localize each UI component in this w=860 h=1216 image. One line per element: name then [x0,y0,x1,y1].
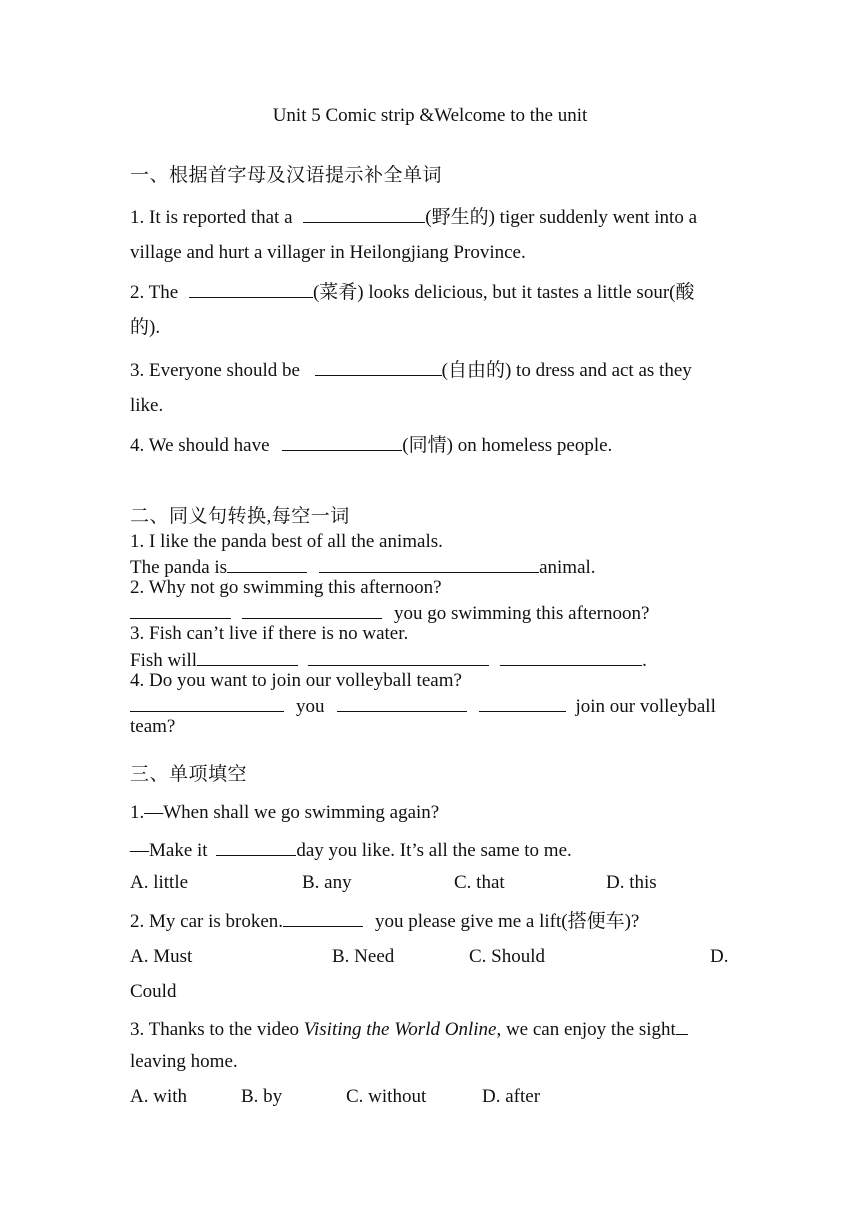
question-line: leaving home. [130,1051,238,1072]
question-line: you join our volleyball [130,693,716,718]
option-d[interactable]: D. this [606,872,657,893]
question-line: 2. The (菜肴) looks delicious, but it tastes a little sour(酸 [130,279,694,304]
question-line: 1.—When shall we go swimming again? [130,802,440,823]
answer-blank[interactable] [676,1016,688,1035]
option-a[interactable]: A. with [130,1086,187,1107]
question-line: 的). [130,317,161,338]
answer-blank[interactable] [303,204,425,223]
option-c[interactable]: C. Should [469,946,546,967]
answer-blank[interactable] [227,554,307,573]
answer-blank[interactable] [216,837,296,856]
question-line: 3. Thanks to the video Visiting the World Online, we can enjoy the sight [130,1016,688,1041]
question-line: you go swimming this afternoon? [130,600,649,625]
question-line: like. [130,395,164,416]
question-line: 4. We should have (同情) on homeless people. [130,432,612,457]
answer-blank[interactable] [130,600,231,619]
question-line: 1. I like the panda best of all the animals. [130,531,443,552]
answer-blank[interactable] [337,693,467,712]
answer-blank[interactable] [242,600,382,619]
option-b[interactable]: B. any [302,872,352,893]
option-d[interactable]: D. [710,946,729,967]
answer-blank[interactable] [189,279,313,298]
answer-blank[interactable] [282,432,402,451]
question-line: 3. Fish can’t live if there is no water. [130,623,409,644]
question-line: The panda is animal. [130,554,596,579]
section-heading: 一、根据首字母及汉语提示补全单词 [130,165,443,186]
section-heading: 二、同义句转换,每空一词 [130,506,350,527]
question-line: —Make it day you like. It’s all the same to me. [130,837,572,862]
answer-blank[interactable] [130,693,284,712]
option-d[interactable]: D. after [482,1086,541,1107]
option-a[interactable]: A. little [130,872,189,893]
question-line: 2. Why not go swimming this afternoon? [130,577,442,598]
answer-blank[interactable] [308,647,489,666]
section-heading: 三、单项填空 [130,764,248,785]
answer-blank[interactable] [319,554,539,573]
question-line: 1. It is reported that a (野生的) tiger suddenly went into a [130,204,697,229]
question-line: 2. My car is broken. you please give me a lift(搭便车)? [130,908,639,933]
question-line: Fish will . [130,647,647,672]
answer-blank[interactable] [500,647,642,666]
option-c[interactable]: C. that [454,872,505,893]
option-c[interactable]: C. without [346,1086,427,1107]
question-line: 3. Everyone should be (自由的) to dress and act as they [130,357,692,382]
page-title: Unit 5 Comic strip &Welcome to the unit [272,105,588,126]
option-d-text[interactable]: Could [130,981,177,1002]
answer-blank[interactable] [197,647,298,666]
answer-blank[interactable] [283,908,363,927]
question-line: team? [130,716,176,737]
answer-blank[interactable] [479,693,566,712]
option-b[interactable]: B. Need [332,946,395,967]
question-line: 4. Do you want to join our volleyball team? [130,670,462,691]
option-a[interactable]: A. Must [130,946,193,967]
question-line: village and hurt a villager in Heilongjiang Province. [130,242,526,263]
option-b[interactable]: B. by [241,1086,283,1107]
answer-blank[interactable] [315,357,442,376]
